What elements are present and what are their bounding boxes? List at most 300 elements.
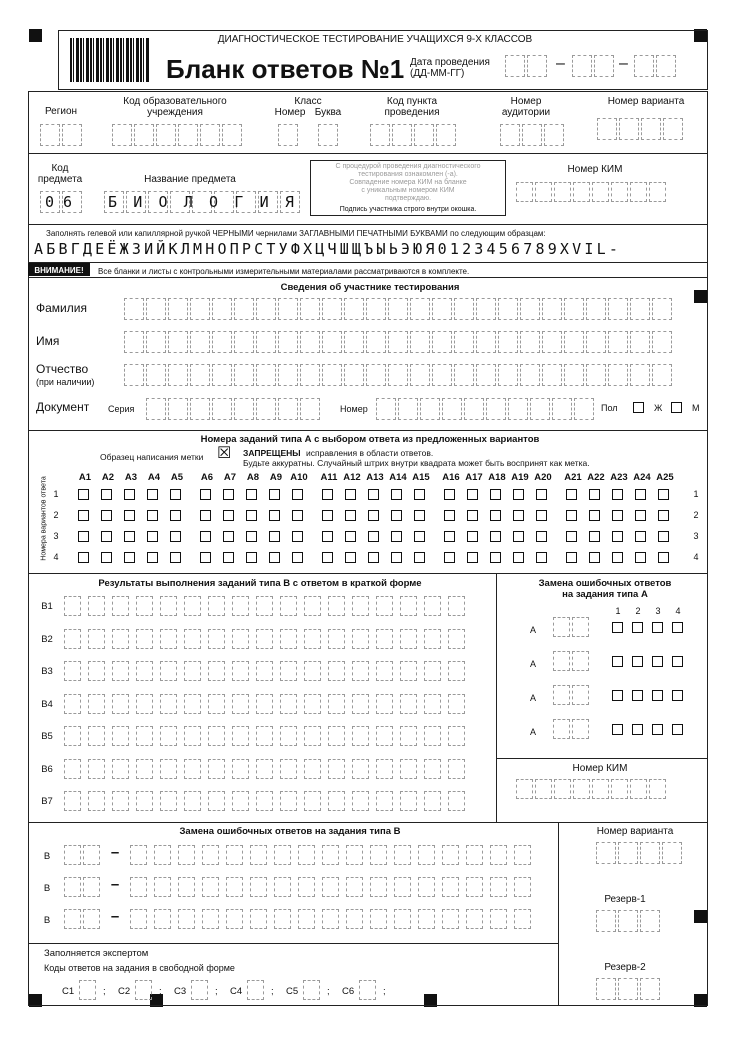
input-cell[interactable] [64, 759, 81, 779]
input-cell[interactable] [424, 759, 441, 779]
input-cell[interactable] [124, 298, 144, 320]
input-cell[interactable] [274, 877, 291, 897]
input-cell[interactable] [366, 331, 386, 353]
date-year-field[interactable] [634, 55, 678, 77]
input-cell[interactable] [146, 331, 166, 353]
input-cell[interactable] [300, 364, 320, 386]
input-cell[interactable] [466, 909, 483, 929]
answer-checkbox-a22-4[interactable] [589, 552, 600, 563]
input-cell[interactable] [410, 298, 430, 320]
input-cell[interactable] [572, 617, 589, 637]
replace-b-task-number-field[interactable] [64, 877, 102, 897]
input-cell[interactable] [630, 331, 650, 353]
expert-code-field[interactable] [79, 980, 98, 1000]
input-cell[interactable] [280, 661, 297, 681]
input-cell[interactable] [366, 364, 386, 386]
input-cell[interactable] [208, 596, 225, 616]
answer-checkbox-a6-3[interactable] [200, 531, 211, 542]
input-cell[interactable] [160, 694, 177, 714]
answer-checkbox-a25-1[interactable] [658, 489, 669, 500]
input-cell[interactable] [542, 364, 562, 386]
answer-checkbox-a12-4[interactable] [345, 552, 356, 563]
input-cell[interactable] [83, 845, 100, 865]
sex-female-checkbox[interactable] [633, 402, 644, 413]
input-cell[interactable] [88, 694, 105, 714]
input-cell[interactable] [234, 331, 254, 353]
region-field[interactable] [40, 124, 84, 146]
answer-checkbox-a7-1[interactable] [223, 489, 234, 500]
number-field[interactable] [376, 398, 596, 420]
answer-checkbox-a12-2[interactable] [345, 510, 356, 521]
input-cell[interactable] [454, 331, 474, 353]
input-cell[interactable] [304, 629, 321, 649]
answer-checkbox-a2-3[interactable] [101, 531, 112, 542]
input-cell[interactable] [88, 759, 105, 779]
input-cell[interactable] [184, 694, 201, 714]
answer-checkbox-a17-2[interactable] [467, 510, 478, 521]
input-cell[interactable] [352, 791, 369, 811]
part-b-answer-field[interactable] [64, 726, 472, 746]
answer-checkbox-a1-2[interactable] [78, 510, 89, 521]
answer-checkbox-a2-1[interactable] [101, 489, 112, 500]
input-cell[interactable] [328, 694, 345, 714]
answer-checkbox-a15-3[interactable] [414, 531, 425, 542]
input-cell[interactable] [432, 364, 452, 386]
input-cell[interactable] [64, 791, 81, 811]
input-cell[interactable] [400, 694, 417, 714]
input-cell[interactable] [424, 629, 441, 649]
input-cell[interactable] [370, 877, 387, 897]
date-month-field[interactable] [572, 55, 616, 77]
input-cell[interactable] [418, 845, 435, 865]
expert-code-field[interactable] [359, 980, 378, 1000]
input-cell[interactable] [448, 791, 465, 811]
answer-checkbox-a7-4[interactable] [223, 552, 234, 563]
input-cell[interactable] [304, 661, 321, 681]
input-cell[interactable] [572, 651, 589, 671]
answer-checkbox-a13-3[interactable] [368, 531, 379, 542]
input-cell[interactable] [424, 726, 441, 746]
replace-b-task-number-field[interactable] [64, 909, 102, 929]
input-cell[interactable] [322, 845, 339, 865]
input-cell[interactable] [178, 877, 195, 897]
input-cell[interactable] [454, 364, 474, 386]
replace-b-task-number-field[interactable] [64, 845, 102, 865]
class-number-field[interactable] [278, 124, 300, 146]
input-cell[interactable] [274, 909, 291, 929]
input-cell[interactable] [370, 845, 387, 865]
replace-a-checkbox-1[interactable] [612, 724, 623, 735]
input-cell[interactable] [256, 364, 276, 386]
part-b-answer-field[interactable] [64, 759, 472, 779]
input-cell[interactable] [191, 980, 208, 1000]
input-cell[interactable] [572, 685, 589, 705]
input-cell[interactable] [256, 596, 273, 616]
input-cell[interactable] [256, 759, 273, 779]
input-cell[interactable] [418, 877, 435, 897]
input-cell[interactable] [232, 629, 249, 649]
input-cell[interactable] [328, 759, 345, 779]
input-cell[interactable] [376, 726, 393, 746]
replace-a-checkbox-4[interactable] [672, 656, 683, 667]
answer-checkbox-a18-1[interactable] [490, 489, 501, 500]
input-cell[interactable] [376, 759, 393, 779]
input-cell[interactable] [184, 596, 201, 616]
input-cell[interactable] [359, 980, 376, 1000]
input-cell[interactable] [388, 364, 408, 386]
replace-a-checkbox-4[interactable] [672, 622, 683, 633]
answer-checkbox-a4-2[interactable] [147, 510, 158, 521]
answer-checkbox-a8-4[interactable] [246, 552, 257, 563]
part-b-answer-field[interactable] [64, 629, 472, 649]
answer-checkbox-a21-1[interactable] [566, 489, 577, 500]
replace-a-checkbox-1[interactable] [612, 656, 623, 667]
input-cell[interactable] [202, 909, 219, 929]
input-cell[interactable] [300, 298, 320, 320]
room-field[interactable] [500, 124, 566, 146]
input-cell[interactable] [514, 877, 531, 897]
input-cell[interactable] [88, 629, 105, 649]
input-cell[interactable] [256, 331, 276, 353]
series-field[interactable] [146, 398, 322, 420]
replace-b-answer-field[interactable] [130, 877, 538, 897]
input-cell[interactable] [250, 909, 267, 929]
answer-checkbox-a8-3[interactable] [246, 531, 257, 542]
input-cell[interactable] [250, 877, 267, 897]
answer-checkbox-a11-3[interactable] [322, 531, 333, 542]
input-cell[interactable] [352, 726, 369, 746]
answer-checkbox-a15-1[interactable] [414, 489, 425, 500]
input-cell[interactable] [498, 331, 518, 353]
input-cell[interactable] [178, 845, 195, 865]
input-cell[interactable] [564, 331, 584, 353]
replace-a-checkbox-4[interactable] [672, 690, 683, 701]
input-cell[interactable] [448, 759, 465, 779]
answer-checkbox-a6-1[interactable] [200, 489, 211, 500]
input-cell[interactable] [303, 980, 320, 1000]
answer-checkbox-a13-1[interactable] [368, 489, 379, 500]
expert-code-field[interactable] [135, 980, 154, 1000]
input-cell[interactable] [564, 364, 584, 386]
input-cell[interactable] [514, 909, 531, 929]
answer-checkbox-a11-2[interactable] [322, 510, 333, 521]
input-cell[interactable] [376, 791, 393, 811]
input-cell[interactable] [136, 694, 153, 714]
input-cell[interactable] [352, 694, 369, 714]
input-cell[interactable] [346, 909, 363, 929]
input-cell[interactable] [400, 596, 417, 616]
input-cell[interactable] [232, 694, 249, 714]
answer-checkbox-a3-1[interactable] [124, 489, 135, 500]
input-cell[interactable] [256, 661, 273, 681]
answer-checkbox-a10-2[interactable] [292, 510, 303, 521]
answer-checkbox-a15-2[interactable] [414, 510, 425, 521]
input-cell[interactable] [64, 596, 81, 616]
expert-code-field[interactable] [247, 980, 266, 1000]
input-cell[interactable] [300, 331, 320, 353]
input-cell[interactable] [394, 877, 411, 897]
input-cell[interactable] [448, 726, 465, 746]
input-cell[interactable] [226, 877, 243, 897]
input-cell[interactable] [64, 629, 81, 649]
input-cell[interactable] [400, 726, 417, 746]
input-cell[interactable] [280, 791, 297, 811]
input-cell[interactable] [184, 791, 201, 811]
input-cell[interactable] [160, 759, 177, 779]
input-cell[interactable] [168, 364, 188, 386]
input-cell[interactable] [564, 298, 584, 320]
input-cell[interactable] [418, 909, 435, 929]
input-cell[interactable] [344, 364, 364, 386]
input-cell[interactable] [352, 759, 369, 779]
answer-checkbox-a21-3[interactable] [566, 531, 577, 542]
answer-checkbox-a3-2[interactable] [124, 510, 135, 521]
input-cell[interactable] [278, 331, 298, 353]
input-cell[interactable] [208, 791, 225, 811]
replace-a-checkbox-1[interactable] [612, 622, 623, 633]
input-cell[interactable] [328, 791, 345, 811]
answer-checkbox-a4-4[interactable] [147, 552, 158, 563]
input-cell[interactable] [190, 298, 210, 320]
part-b-answer-field[interactable] [64, 694, 472, 714]
input-cell[interactable] [432, 298, 452, 320]
input-cell[interactable] [352, 629, 369, 649]
answer-checkbox-a11-4[interactable] [322, 552, 333, 563]
answer-checkbox-a9-3[interactable] [269, 531, 280, 542]
input-cell[interactable] [256, 791, 273, 811]
input-cell[interactable] [498, 298, 518, 320]
answer-checkbox-a12-1[interactable] [345, 489, 356, 500]
input-cell[interactable] [553, 651, 570, 671]
answer-checkbox-a10-3[interactable] [292, 531, 303, 542]
answer-checkbox-a20-1[interactable] [536, 489, 547, 500]
input-cell[interactable] [424, 791, 441, 811]
input-cell[interactable] [83, 909, 100, 929]
input-cell[interactable] [124, 331, 144, 353]
answer-checkbox-a9-1[interactable] [269, 489, 280, 500]
input-cell[interactable] [112, 629, 129, 649]
input-cell[interactable] [83, 877, 100, 897]
input-cell[interactable] [234, 364, 254, 386]
answer-checkbox-a25-4[interactable] [658, 552, 669, 563]
input-cell[interactable] [442, 845, 459, 865]
input-cell[interactable] [328, 726, 345, 746]
answer-checkbox-a21-2[interactable] [566, 510, 577, 521]
input-cell[interactable] [280, 694, 297, 714]
input-cell[interactable] [232, 596, 249, 616]
input-cell[interactable] [346, 877, 363, 897]
answer-checkbox-a18-4[interactable] [490, 552, 501, 563]
input-cell[interactable] [376, 596, 393, 616]
input-cell[interactable] [424, 661, 441, 681]
input-cell[interactable] [304, 726, 321, 746]
answer-checkbox-a3-4[interactable] [124, 552, 135, 563]
input-cell[interactable] [112, 791, 129, 811]
input-cell[interactable] [304, 694, 321, 714]
input-cell[interactable] [424, 694, 441, 714]
replace-a-checkbox-3[interactable] [652, 690, 663, 701]
input-cell[interactable] [130, 909, 147, 929]
input-cell[interactable] [400, 629, 417, 649]
input-cell[interactable] [608, 331, 628, 353]
input-cell[interactable] [410, 364, 430, 386]
input-cell[interactable] [274, 845, 291, 865]
answer-checkbox-a1-3[interactable] [78, 531, 89, 542]
answer-checkbox-a13-2[interactable] [368, 510, 379, 521]
answer-checkbox-a4-3[interactable] [147, 531, 158, 542]
input-cell[interactable] [652, 298, 672, 320]
replace-a-checkbox-1[interactable] [612, 690, 623, 701]
answer-checkbox-a18-2[interactable] [490, 510, 501, 521]
answer-checkbox-a17-3[interactable] [467, 531, 478, 542]
input-cell[interactable] [178, 909, 195, 929]
answer-checkbox-a25-3[interactable] [658, 531, 669, 542]
input-cell[interactable] [388, 298, 408, 320]
answer-checkbox-a20-2[interactable] [536, 510, 547, 521]
input-cell[interactable] [112, 694, 129, 714]
answer-checkbox-a9-4[interactable] [269, 552, 280, 563]
replace-a-task-number-field[interactable] [553, 651, 591, 671]
replace-a-checkbox-2[interactable] [632, 622, 643, 633]
input-cell[interactable] [135, 980, 152, 1000]
input-cell[interactable] [278, 298, 298, 320]
input-cell[interactable] [208, 661, 225, 681]
input-cell[interactable] [448, 694, 465, 714]
input-cell[interactable] [184, 661, 201, 681]
class-letter-field[interactable] [318, 124, 340, 146]
input-cell[interactable] [64, 661, 81, 681]
answer-checkbox-a16-3[interactable] [444, 531, 455, 542]
input-cell[interactable] [64, 845, 81, 865]
part-b-answer-field[interactable] [64, 661, 472, 681]
expert-code-field[interactable] [303, 980, 322, 1000]
input-cell[interactable] [298, 909, 315, 929]
input-cell[interactable] [572, 719, 589, 739]
answer-checkbox-a15-4[interactable] [414, 552, 425, 563]
input-cell[interactable] [542, 298, 562, 320]
answer-checkbox-a2-4[interactable] [101, 552, 112, 563]
input-cell[interactable] [208, 629, 225, 649]
expert-code-field[interactable] [191, 980, 210, 1000]
input-cell[interactable] [322, 877, 339, 897]
input-cell[interactable] [344, 298, 364, 320]
school-code-field[interactable] [112, 124, 244, 146]
answer-checkbox-a3-3[interactable] [124, 531, 135, 542]
input-cell[interactable] [586, 364, 606, 386]
answer-checkbox-a10-1[interactable] [292, 489, 303, 500]
input-cell[interactable] [352, 596, 369, 616]
input-cell[interactable] [476, 298, 496, 320]
input-cell[interactable] [304, 759, 321, 779]
input-cell[interactable] [400, 661, 417, 681]
answer-checkbox-a10-4[interactable] [292, 552, 303, 563]
input-cell[interactable] [184, 759, 201, 779]
input-cell[interactable] [88, 661, 105, 681]
input-cell[interactable] [490, 909, 507, 929]
input-cell[interactable] [136, 596, 153, 616]
input-cell[interactable] [130, 877, 147, 897]
input-cell[interactable] [64, 726, 81, 746]
input-cell[interactable] [448, 596, 465, 616]
answer-checkbox-a16-1[interactable] [444, 489, 455, 500]
input-cell[interactable] [476, 331, 496, 353]
answer-checkbox-a24-3[interactable] [635, 531, 646, 542]
input-cell[interactable] [542, 331, 562, 353]
answer-checkbox-a19-2[interactable] [513, 510, 524, 521]
input-cell[interactable] [490, 845, 507, 865]
date-day-field[interactable] [505, 55, 549, 77]
input-cell[interactable] [400, 759, 417, 779]
input-cell[interactable] [136, 726, 153, 746]
answer-checkbox-a17-1[interactable] [467, 489, 478, 500]
input-cell[interactable] [234, 298, 254, 320]
answer-checkbox-a22-2[interactable] [589, 510, 600, 521]
input-cell[interactable] [498, 364, 518, 386]
answer-checkbox-a16-2[interactable] [444, 510, 455, 521]
input-cell[interactable] [226, 909, 243, 929]
answer-checkbox-a20-3[interactable] [536, 531, 547, 542]
input-cell[interactable] [232, 726, 249, 746]
input-cell[interactable] [136, 791, 153, 811]
input-cell[interactable] [328, 629, 345, 649]
input-cell[interactable] [652, 331, 672, 353]
input-cell[interactable] [394, 909, 411, 929]
input-cell[interactable] [394, 845, 411, 865]
input-cell[interactable] [652, 364, 672, 386]
part-b-answer-field[interactable] [64, 791, 472, 811]
answer-checkbox-a6-2[interactable] [200, 510, 211, 521]
variant-field-bottom[interactable] [596, 842, 684, 864]
replace-a-checkbox-3[interactable] [652, 622, 663, 633]
answer-checkbox-a14-1[interactable] [391, 489, 402, 500]
answer-checkbox-a5-2[interactable] [170, 510, 181, 521]
answer-checkbox-a24-4[interactable] [635, 552, 646, 563]
input-cell[interactable] [514, 845, 531, 865]
input-cell[interactable] [160, 726, 177, 746]
kim-field-top[interactable] [516, 182, 668, 202]
input-cell[interactable] [208, 726, 225, 746]
input-cell[interactable] [388, 331, 408, 353]
answer-checkbox-a23-1[interactable] [612, 489, 623, 500]
input-cell[interactable] [212, 364, 232, 386]
patronymic-field[interactable] [124, 364, 674, 386]
answer-checkbox-a19-4[interactable] [513, 552, 524, 563]
input-cell[interactable] [322, 331, 342, 353]
answer-checkbox-a19-1[interactable] [513, 489, 524, 500]
input-cell[interactable] [476, 364, 496, 386]
input-cell[interactable] [190, 331, 210, 353]
input-cell[interactable] [160, 791, 177, 811]
name-field[interactable] [124, 331, 674, 353]
input-cell[interactable] [168, 298, 188, 320]
input-cell[interactable] [256, 298, 276, 320]
input-cell[interactable] [190, 364, 210, 386]
answer-checkbox-a20-4[interactable] [536, 552, 547, 563]
answer-checkbox-a19-3[interactable] [513, 531, 524, 542]
answer-checkbox-a5-4[interactable] [170, 552, 181, 563]
answer-checkbox-a5-1[interactable] [170, 489, 181, 500]
input-cell[interactable] [280, 629, 297, 649]
replace-a-checkbox-3[interactable] [652, 724, 663, 735]
replace-b-answer-field[interactable] [130, 845, 538, 865]
input-cell[interactable] [346, 845, 363, 865]
input-cell[interactable] [136, 661, 153, 681]
sex-male-checkbox[interactable] [671, 402, 682, 413]
input-cell[interactable] [202, 877, 219, 897]
input-cell[interactable] [520, 331, 540, 353]
input-cell[interactable] [256, 629, 273, 649]
input-cell[interactable] [298, 845, 315, 865]
